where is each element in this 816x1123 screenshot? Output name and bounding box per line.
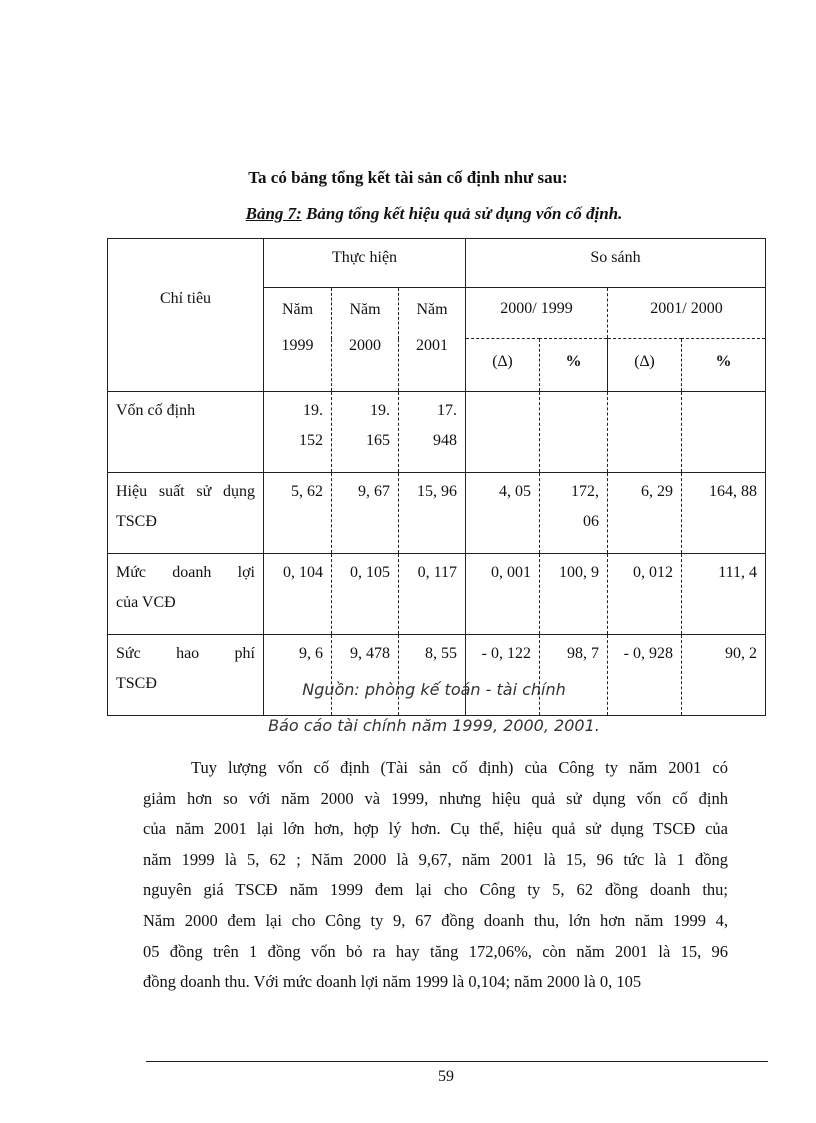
row-value-cell: [682, 554, 766, 635]
cell-value: 172,: [571, 483, 599, 500]
cell-value: 948: [433, 432, 457, 449]
paragraph-line: đồng doanh thu. Với mức doanh lợi năm 1999 là 0,104; năm 2000 là 0, 105: [143, 972, 642, 992]
paragraph-line: nguyên giá TSCĐ năm 1999 đem lại cho Công ty 5, 62 đồng doanh thu;: [143, 880, 728, 900]
cell-value: 9, 478: [350, 645, 390, 662]
header-comparison: So sánh: [466, 239, 766, 288]
paragraph-line: 05 đồng trên 1 đồng vốn bỏ ra hay tăng 172,06%, còn năm 2001 là 15, 96: [143, 941, 728, 961]
cell-value: 100, 9: [559, 564, 599, 581]
cell-value: 6, 29: [641, 483, 673, 500]
row-value-cell: [540, 473, 608, 554]
header-year-word: Năm: [281, 301, 314, 318]
row-value-cell: [399, 635, 466, 716]
fixed-asset-efficiency-table: [107, 238, 766, 716]
paragraph-line: Tuy lượng vốn cố định (Tài sản cố định) của Công ty năm 2001 có: [191, 758, 728, 777]
header-year-value: 1999: [281, 337, 314, 354]
cell-value: 98, 7: [567, 645, 599, 662]
header-percent: %: [682, 339, 766, 392]
row-value-cell: [682, 473, 766, 554]
cell-value: 9, 67: [358, 483, 390, 500]
cell-value: 19.: [303, 402, 323, 419]
row-label: [108, 635, 264, 716]
row-value-cell: [608, 635, 682, 716]
row-value-cell: [399, 554, 466, 635]
row-label-line: TSCĐ: [116, 513, 157, 530]
header-period-2001-2000: 2001/ 2000: [608, 288, 766, 339]
row-value-cell: [264, 392, 332, 473]
header-year-value: 2001: [416, 337, 448, 354]
footer-divider: [146, 1061, 768, 1062]
cell-value: 06: [583, 513, 599, 530]
row-label: [108, 392, 264, 473]
source-note: Nguồn: phòng kế toán - tài chính: [302, 680, 566, 699]
row-label: [108, 554, 264, 635]
row-value-cell: [332, 635, 399, 716]
row-value-cell: [466, 392, 540, 473]
table-caption: [0, 204, 816, 224]
row-value-cell: [682, 392, 766, 473]
cell-value: 164, 88: [709, 483, 758, 500]
header-year-1999: [264, 288, 332, 392]
section-heading: Ta có bảng tổng kết tài sản cố định như sau:: [248, 168, 568, 187]
cell-value: - 0, 122: [481, 645, 531, 662]
body-paragraph: [143, 753, 728, 998]
row-value-cell: [466, 554, 540, 635]
row-value-cell: [332, 392, 399, 473]
header-year-word: Năm: [349, 301, 381, 318]
cell-value: 152: [299, 432, 323, 449]
row-value-cell: [682, 635, 766, 716]
cell-value: 15, 96: [417, 483, 457, 500]
table-row: [108, 635, 766, 716]
table-row: [108, 554, 766, 635]
row-value-cell: [540, 392, 608, 473]
cell-value: 90, 2: [725, 645, 758, 662]
cell-value: 9, 6: [299, 645, 323, 662]
row-value-cell: [466, 635, 540, 716]
report-note: Báo cáo tài chính năm 1999, 2000, 2001.: [268, 716, 600, 735]
row-value-cell: [264, 635, 332, 716]
row-value-cell: [264, 473, 332, 554]
row-value-cell: [399, 473, 466, 554]
header-year-2001: [399, 288, 466, 392]
cell-value: 8, 55: [425, 645, 457, 662]
cell-value: 5, 62: [291, 483, 323, 500]
paragraph-line: giảm hơn so với năm 2000 và 1999, nhưng hiệu quả sử dụng vốn cố định: [143, 788, 728, 808]
cell-value: 0, 001: [491, 564, 531, 581]
cell-value: 0, 104: [283, 564, 323, 581]
row-label-line: Sức hao phí: [116, 645, 255, 662]
table-row: [108, 392, 766, 473]
row-label-line: Vốn cố định: [116, 402, 196, 419]
table-caption-title: Bảng tổng kết hiệu quả sử dụng vốn cố định.: [301, 204, 623, 223]
header-year-value: 2000: [349, 337, 381, 354]
cell-value: 0, 012: [633, 564, 673, 581]
row-value-cell: [608, 392, 682, 473]
table-row: [108, 473, 766, 554]
header-performed: Thực hiện: [264, 239, 466, 288]
row-value-cell: [264, 554, 332, 635]
table-body: [108, 392, 766, 716]
cell-value: 0, 105: [350, 564, 390, 581]
cell-value: 19.: [370, 402, 390, 419]
cell-value: - 0, 928: [623, 645, 673, 662]
row-label: [108, 473, 264, 554]
page-number: 59: [438, 1068, 454, 1085]
paragraph-line: năm 1999 là 5, 62 ; Năm 2000 là 9,67, năm 2001 là 15, 96 tức là 1 đồng: [143, 849, 728, 869]
row-value-cell: [332, 473, 399, 554]
cell-value: 4, 05: [499, 483, 531, 500]
cell-value: 111, 4: [718, 564, 758, 581]
row-label-line: Mức doanh lợi: [116, 564, 255, 581]
row-value-cell: [540, 635, 608, 716]
row-value-cell: [399, 392, 466, 473]
paragraph-line: của năm 2001 lại lớn hơn, hợp lý hơn. Cụ thể, hiệu quả sử dụng TSCĐ của: [143, 819, 728, 839]
row-value-cell: [540, 554, 608, 635]
header-period-2000-1999: 2000/ 1999: [466, 288, 608, 339]
header-percent: %: [540, 339, 608, 392]
cell-value: 0, 117: [417, 564, 457, 581]
row-value-cell: [332, 554, 399, 635]
row-value-cell: [466, 473, 540, 554]
table-caption-label: Bảng 7:: [245, 204, 302, 223]
row-label-line: TSCĐ: [116, 675, 157, 692]
header-indicator: Chỉ tiêu: [108, 239, 264, 392]
cell-value: 17.: [437, 402, 457, 419]
header-delta: (∆): [466, 339, 540, 392]
row-value-cell: [608, 473, 682, 554]
row-label-line: Hiệu suất sử dụng: [116, 483, 255, 500]
header-year-2000: [332, 288, 399, 392]
paragraph-line: Năm 2000 đem lại cho Công ty 9, 67 đồng doanh thu, lớn hơn năm 1999 4,: [143, 910, 728, 930]
row-label-line: của VCĐ: [116, 594, 176, 611]
row-value-cell: [608, 554, 682, 635]
header-year-word: Năm: [416, 301, 448, 318]
header-delta: (∆): [608, 339, 682, 392]
cell-value: 165: [366, 432, 390, 449]
